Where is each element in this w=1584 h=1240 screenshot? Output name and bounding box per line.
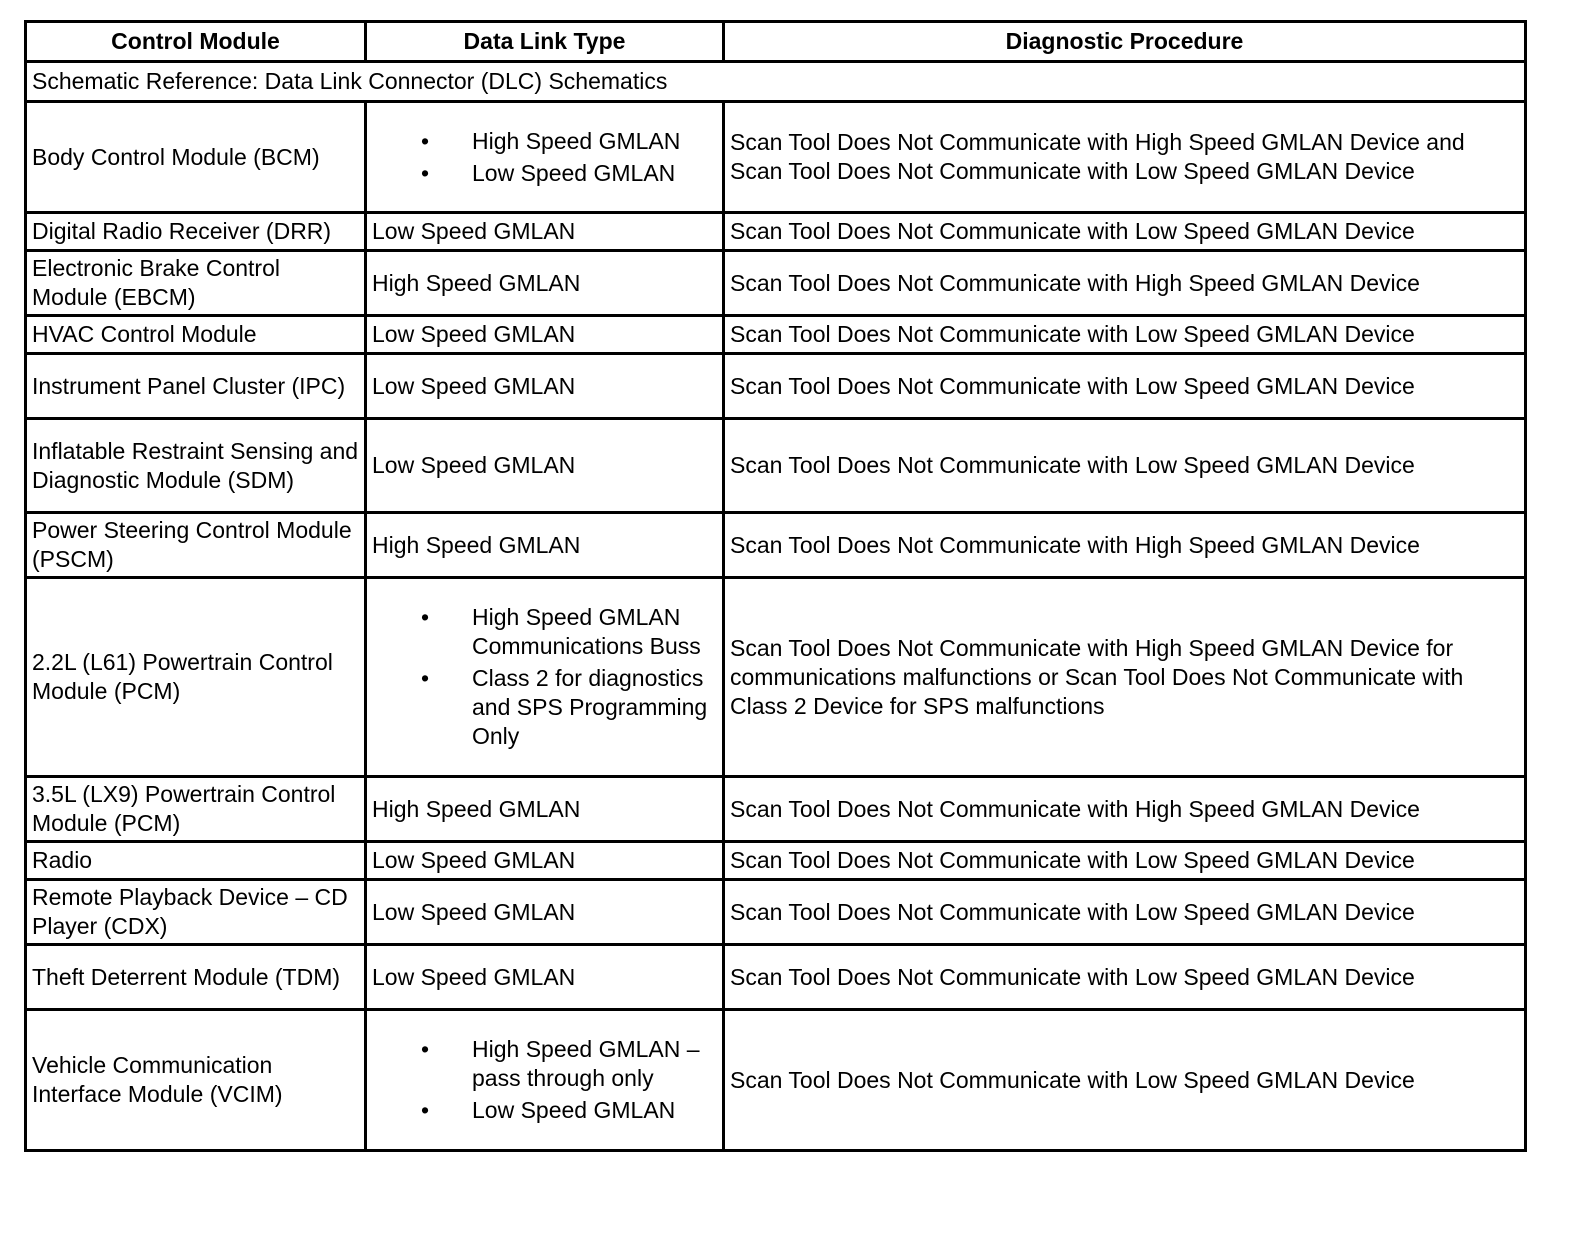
link-list-item [420, 127, 717, 156]
table-row [26, 945, 1526, 1010]
bullet-icon: • [420, 127, 430, 154]
link-list [372, 1035, 717, 1125]
procedure-cell: Scan Tool Does Not Communicate with Low Speed GMLAN Device [724, 880, 1526, 945]
bullet-icon: • [420, 159, 430, 186]
table-row [26, 842, 1526, 880]
module-cell: Remote Playback Device – CD Player (CDX) [26, 880, 366, 945]
module-cell: 2.2L (L61) Powertrain Control Module (PCM) [26, 578, 366, 777]
link-cell: Low Speed GMLAN [366, 419, 724, 513]
link-cell: Low Speed GMLAN [366, 213, 724, 251]
link-item-text: High Speed GMLAN – pass through only [472, 1036, 700, 1091]
table-row [26, 777, 1526, 842]
link-cell [366, 1010, 724, 1151]
bullet-icon: • [420, 604, 430, 630]
procedure-cell: Scan Tool Does Not Communicate with Low Speed GMLAN Device [724, 316, 1526, 354]
schematic-reference: Schematic Reference: Data Link Connector (DLC) Schematics [26, 62, 1526, 102]
header-data-link-type: Data Link Type [366, 22, 724, 62]
table-row [26, 251, 1526, 316]
module-cell: Instrument Panel Cluster (IPC) [26, 354, 366, 419]
procedure-cell: Scan Tool Does Not Communicate with High Speed GMLAN Device [724, 513, 1526, 578]
link-cell: High Speed GMLAN [366, 251, 724, 316]
link-item-text: Class 2 for diagnostics and SPS Programming Only [472, 665, 708, 749]
module-cell: Inflatable Restraint Sensing and Diagnostic Module (SDM) [26, 419, 366, 513]
procedure-cell: Scan Tool Does Not Communicate with High Speed GMLAN Device and Scan Tool Does Not Communicate with Low Speed GMLAN Device [724, 102, 1526, 213]
procedure-cell: Scan Tool Does Not Communicate with High Speed GMLAN Device [724, 251, 1526, 316]
table-row [26, 354, 1526, 419]
link-cell: Low Speed GMLAN [366, 316, 724, 354]
module-cell: Body Control Module (BCM) [26, 102, 366, 213]
link-cell [366, 102, 724, 213]
header-row [26, 22, 1526, 62]
link-cell: High Speed GMLAN [366, 777, 724, 842]
procedure-cell: Scan Tool Does Not Communicate with Low Speed GMLAN Device [724, 419, 1526, 513]
link-list [372, 127, 717, 188]
table-row [26, 102, 1526, 213]
link-cell: High Speed GMLAN [366, 513, 724, 578]
link-item-text: Low Speed GMLAN [472, 1097, 676, 1123]
header-control-module: Control Module [26, 22, 366, 62]
table-row [26, 1010, 1526, 1151]
table-row [26, 419, 1526, 513]
link-cell: Low Speed GMLAN [366, 842, 724, 880]
header-diagnostic-procedure: Diagnostic Procedure [724, 22, 1526, 62]
link-cell: Low Speed GMLAN [366, 354, 724, 419]
module-cell: 3.5L (LX9) Powertrain Control Module (PCM) [26, 777, 366, 842]
module-cell: Radio [26, 842, 366, 880]
table-row [26, 316, 1526, 354]
procedure-cell: Scan Tool Does Not Communicate with High Speed GMLAN Device for communications malfunctions or Scan Tool Does Not Communicate with Class 2 Device for SPS malfunctions [724, 578, 1526, 777]
link-cell: Low Speed GMLAN [366, 945, 724, 1010]
link-list-item [420, 1035, 717, 1093]
schematic-reference-row [26, 62, 1526, 102]
link-cell: Low Speed GMLAN [366, 880, 724, 945]
bullet-icon: • [420, 1097, 430, 1123]
module-cell: HVAC Control Module [26, 316, 366, 354]
procedure-cell: Scan Tool Does Not Communicate with Low Speed GMLAN Device [724, 354, 1526, 419]
link-cell [366, 578, 724, 777]
link-item-text: High Speed GMLAN Communications Buss [472, 604, 701, 659]
link-item-text: Low Speed GMLAN [472, 159, 676, 186]
table-row [26, 578, 1526, 777]
module-cell: Digital Radio Receiver (DRR) [26, 213, 366, 251]
link-list-item [420, 1096, 717, 1125]
module-cell: Power Steering Control Module (PSCM) [26, 513, 366, 578]
procedure-cell: Scan Tool Does Not Communicate with Low Speed GMLAN Device [724, 842, 1526, 880]
bullet-icon: • [420, 665, 430, 691]
data-link-table [24, 20, 1527, 1152]
link-item-text: High Speed GMLAN [472, 127, 681, 154]
procedure-cell: Scan Tool Does Not Communicate with Low Speed GMLAN Device [724, 1010, 1526, 1151]
module-cell: Theft Deterrent Module (TDM) [26, 945, 366, 1010]
link-list-item [420, 664, 717, 751]
link-list-item [420, 159, 717, 188]
link-list [372, 603, 717, 751]
procedure-cell: Scan Tool Does Not Communicate with Low Speed GMLAN Device [724, 213, 1526, 251]
table-row [26, 213, 1526, 251]
module-cell: Electronic Brake Control Module (EBCM) [26, 251, 366, 316]
table-row [26, 880, 1526, 945]
link-list-item [420, 603, 717, 661]
bullet-icon: • [420, 1036, 430, 1062]
table-row [26, 513, 1526, 578]
procedure-cell: Scan Tool Does Not Communicate with Low Speed GMLAN Device [724, 945, 1526, 1010]
module-cell: Vehicle Communication Interface Module (VCIM) [26, 1010, 366, 1151]
procedure-cell: Scan Tool Does Not Communicate with High Speed GMLAN Device [724, 777, 1526, 842]
